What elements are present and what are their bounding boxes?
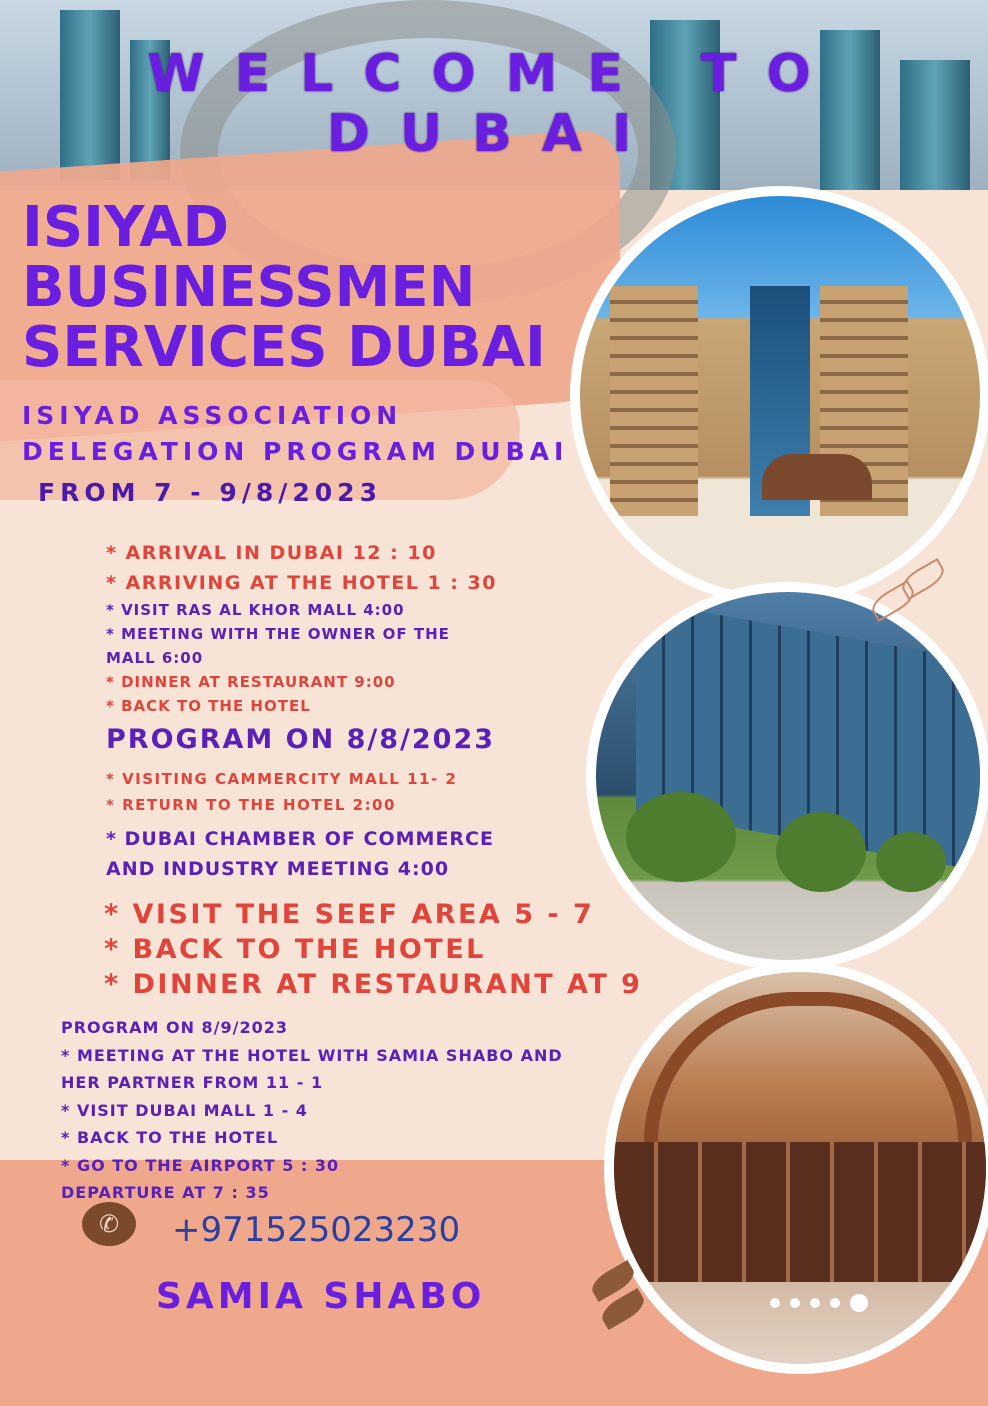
hotel-entrance [762,454,872,500]
day2-heading: PROGRAM ON 8/8/2023 [106,724,496,755]
day3-schedule [61,1014,621,1207]
subtitle-line: DELEGATION PROGRAM DUBAI [22,437,569,466]
page-title [22,195,546,380]
meeting-line: * DUBAI CHAMBER OF COMMERCE [106,828,494,850]
list-item: * MEETING AT THE HOTEL WITH SAMIA SHABO AND [61,1045,563,1065]
list-item: DEPARTURE AT 7 : 35 [61,1183,270,1202]
list-item: * VISIT RAS AL KHOR MALL 4:00 [106,601,405,619]
carousel-dots [770,1294,868,1312]
day2-schedule [106,766,576,884]
day2-evening-schedule [104,897,642,1002]
list-item: * BACK TO THE HOTEL [106,697,311,715]
list-item: * BACK TO THE HOTEL [61,1128,279,1147]
subtitle-line: ISIYAD ASSOCIATION [22,401,403,430]
list-item: * DINNER AT RESTAURANT AT 9 [104,969,643,1000]
program-dates: FROM 7 - 9/8/2023 [38,478,382,507]
carousel-dot[interactable] [830,1298,840,1308]
tree [626,792,736,882]
list-item: MALL 6:00 [106,649,204,667]
list-item: * ARRIVING AT THE HOTEL 1 : 30 [106,572,497,594]
hotel-photo [570,186,988,606]
mall-facade [614,1142,986,1282]
list-item: * BACK TO THE HOTEL [104,934,486,965]
title-line: BUSINESSMEN [22,255,476,320]
carousel-dot[interactable] [790,1298,800,1308]
list-item: * VISIT THE SEEF AREA 5 - 7 [104,899,595,930]
list-item: * VISITING CAMMERCITY MALL 11- 2 [106,770,458,788]
list-item: * MEETING WITH THE OWNER OF THE [106,625,450,643]
hotel-wing [610,286,698,516]
phone-number[interactable]: +971525023230 [172,1210,461,1250]
list-item [106,824,576,884]
list-item: * RETURN TO THE HOTEL 2:00 [106,796,396,814]
list-item: * GO TO THE AIRPORT 5 : 30 [61,1155,340,1175]
tree [776,812,866,892]
meeting-line: AND INDUSTRY MEETING 4:00 [106,858,450,880]
day3-heading: PROGRAM ON 8/9/2023 [61,1018,289,1037]
phone-icon[interactable]: ✆ [82,1202,136,1246]
carousel-dot-active[interactable] [850,1294,868,1312]
mall-photo [604,962,988,1374]
title-line: ISIYAD [22,195,230,260]
welcome-heading: WELCOME TO DUBAI [147,44,841,164]
list-item: * DINNER AT RESTAURANT 9:00 [106,673,396,691]
title-line: SERVICES DUBAI [22,315,546,380]
day1-schedule [106,538,566,718]
list-item: * VISIT DUBAI MALL 1 - 4 [61,1100,308,1120]
list-item: * ARRIVAL IN DUBAI 12 : 10 [106,542,437,564]
carousel-dot[interactable] [810,1298,820,1308]
tree [876,832,946,892]
carousel-dot[interactable] [770,1298,780,1308]
subtitle [22,398,568,470]
glass-building-photo [586,582,988,970]
list-item: HER PARTNER FROM 11 - 1 [61,1073,324,1092]
contact-name: SAMIA SHABO [156,1276,486,1317]
